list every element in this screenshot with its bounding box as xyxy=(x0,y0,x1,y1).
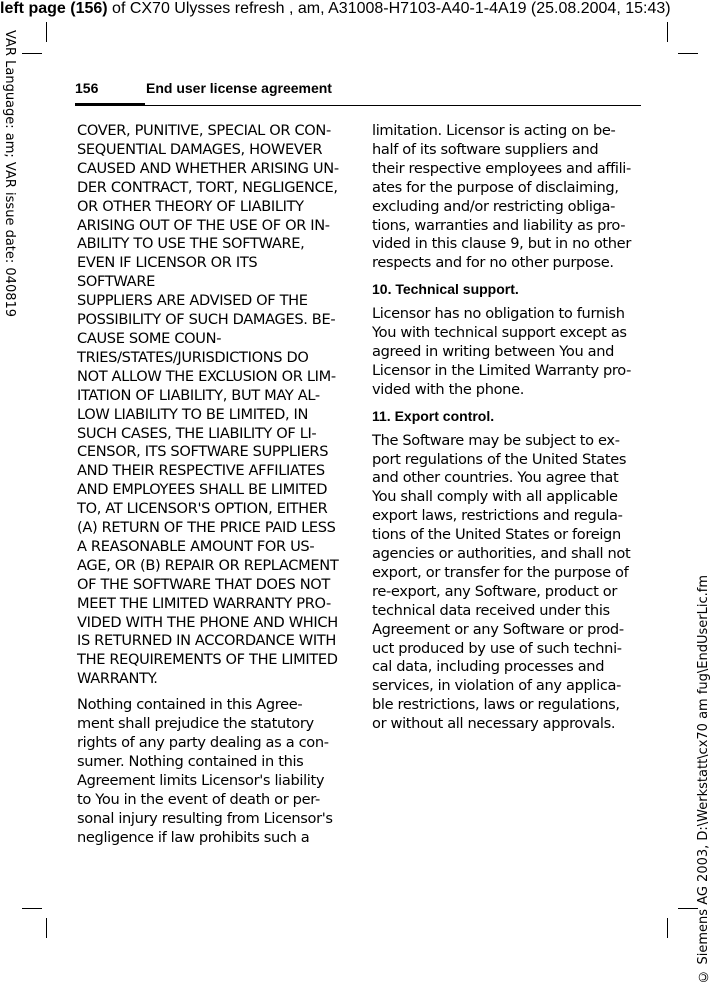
text-line: negligence if law prohibits such a xyxy=(77,828,310,846)
text-line: ABILITY TO USE THE SOFTWARE, xyxy=(77,235,305,253)
text-line: A REASONABLE AMOUNT FOR US- xyxy=(77,537,315,555)
text-line: SUPPLIERS ARE ADVISED OF THE xyxy=(77,292,308,310)
text-line: You shall comply with all applicable xyxy=(372,488,618,506)
text-line: vided with the phone. xyxy=(372,380,524,398)
text-line: limitation. Licensor is acting on be- xyxy=(372,122,616,139)
text-line: ITATION OF LIABILITY, BUT MAY AL- xyxy=(77,386,320,404)
text-line: SUCH CASES, THE LIABILITY OF LI- xyxy=(77,424,317,442)
side-note-language: VAR Language: am; VAR issue date: 040819 xyxy=(2,30,17,318)
text-line: excluding and/or restricting obliga- xyxy=(372,197,616,215)
section-10-heading: 10. Technical support. xyxy=(372,281,519,298)
text-line: OR OTHER THEORY OF LIABILITY xyxy=(77,197,304,215)
text-line: tions of the United States or foreign xyxy=(372,526,621,544)
text-line: CAUSED AND WHETHER ARISING UN- xyxy=(77,159,339,177)
text-line: ates for the purpose of disclaiming, xyxy=(372,178,619,196)
crop-mark xyxy=(22,53,42,54)
section-11-text xyxy=(372,432,639,735)
text-line: agreed in writing between You and xyxy=(372,342,615,360)
text-line: ment shall prejudice the statutory xyxy=(77,715,314,733)
section-10-text xyxy=(372,305,639,400)
print-header xyxy=(0,0,715,18)
text-line: NOT ALLOW THE EXCLUSION OR LIM- xyxy=(77,367,336,385)
crop-mark xyxy=(22,908,42,909)
crop-mark xyxy=(667,22,668,42)
text-line: sumer. Nothing contained in this xyxy=(77,752,304,770)
crop-mark xyxy=(46,918,47,938)
page-title: End user license agreement xyxy=(146,80,332,96)
text-line: half of its software suppliers and xyxy=(372,140,599,158)
text-line: respects and for no other purpose. xyxy=(372,254,614,272)
text-line: The Software may be subject to ex- xyxy=(372,431,620,449)
text-line: sonal injury resulting from Licensor's xyxy=(77,809,333,827)
page-header xyxy=(75,80,641,106)
text-line: vided in this clause 9, but in no other xyxy=(372,235,631,253)
section-11-heading: 11. Export control. xyxy=(372,407,495,424)
text-line: MEET THE LIMITED WARRANTY PRO- xyxy=(77,594,331,612)
text-line: (A) RETURN OF THE PRICE PAID LESS xyxy=(77,519,336,537)
left-column xyxy=(77,122,339,854)
text-line: You with technical support except as xyxy=(372,324,627,342)
print-header-page: left page (156) xyxy=(0,0,108,17)
text-line: AND THEIR RESPECTIVE AFFILIATES xyxy=(77,462,325,480)
text-line: Licensor has no obligation to furnish xyxy=(372,305,625,323)
text-line: SEQUENTIAL DAMAGES, HOWEVER xyxy=(77,140,323,158)
page-number: 156 xyxy=(75,80,99,96)
text-line: Agreement or any Software or prod- xyxy=(372,620,624,638)
text-line: export laws, restrictions and regula- xyxy=(372,507,623,525)
text-line: CENSOR, ITS SOFTWARE SUPPLIERS xyxy=(77,443,329,461)
text-line: rights of any party dealing as a con- xyxy=(77,734,329,751)
right-column xyxy=(372,122,639,741)
text-line: ble restrictions, laws or regulations, xyxy=(372,696,620,714)
text-line: or without all necessary approvals. xyxy=(372,715,616,733)
side-note-copyright: © Siemens AG 2003, D:\Werkstatt\cx70 am fug\EndUserLic.fm xyxy=(696,575,711,984)
text-line: their respective employees and affili- xyxy=(372,159,631,177)
text-line: TRIES/STATES/JURISDICTIONS DO xyxy=(77,348,309,366)
text-line: OF THE SOFTWARE THAT DOES NOT xyxy=(77,575,330,593)
limitation-paragraph xyxy=(372,122,639,273)
text-line: Nothing contained in this Agree- xyxy=(77,696,303,714)
text-line: EVEN IF LICENSOR OR ITS SOFTWARE xyxy=(77,254,258,291)
text-line: VIDED WITH THE PHONE AND WHICH xyxy=(77,613,338,631)
text-line: tions, warranties and liability as pro- xyxy=(372,216,626,234)
header-rule xyxy=(75,105,641,106)
text-line: to You in the event of death or per- xyxy=(77,790,320,808)
text-line: Agreement limits Licensor's liability xyxy=(77,771,325,789)
text-line: THE REQUIREMENTS OF THE LIMITED xyxy=(77,651,338,669)
text-line: AND EMPLOYEES SHALL BE LIMITED xyxy=(77,481,328,499)
text-line: CAUSE SOME COUN- xyxy=(77,329,222,347)
text-line: export, or transfer for the purpose of xyxy=(372,563,629,581)
crop-mark xyxy=(667,918,668,938)
text-line: re-export, any Software, product or xyxy=(372,582,618,600)
crop-mark xyxy=(678,908,698,909)
text-line: COVER, PUNITIVE, SPECIAL OR CON- xyxy=(77,122,331,139)
crop-mark xyxy=(678,53,698,54)
text-line: and other countries. You agree that xyxy=(372,469,619,487)
disclaimer-paragraph xyxy=(77,122,339,689)
text-line: ARISING OUT OF THE USE OF OR IN- xyxy=(77,216,330,234)
text-line: cal data, including processes and xyxy=(372,658,605,676)
text-line: Licensor in the Limited Warranty pro- xyxy=(372,361,632,379)
text-line: LOW LIABILITY TO BE LIMITED, IN xyxy=(77,405,309,423)
crop-mark xyxy=(46,22,47,42)
text-line: services, in violation of any applica- xyxy=(372,677,621,695)
text-line: agencies or authorities, and shall not xyxy=(372,545,631,563)
text-line: technical data received under this xyxy=(372,601,610,619)
text-line: WARRANTY. xyxy=(77,670,158,688)
text-line: POSSIBILITY OF SUCH DAMAGES. BE- xyxy=(77,311,336,329)
text-line: AGE, OR (B) REPAIR OR REPLACMENT xyxy=(77,556,339,574)
text-line: port regulations of the United States xyxy=(372,450,627,468)
text-line: TO, AT LICENSOR'S OPTION, EITHER xyxy=(77,500,328,518)
text-line: DER CONTRACT, TORT, NEGLIGENCE, xyxy=(77,178,338,196)
print-header-details: of CX70 Ulysses refresh , am, A31008-H7103-A40-1-4A19 (25.08.2004, 15:43) xyxy=(107,0,671,17)
text-line: IS RETURNED IN ACCORDANCE WITH xyxy=(77,632,336,650)
text-line: uct produced by use of such techni- xyxy=(372,639,622,657)
statutory-rights-paragraph xyxy=(77,696,339,847)
